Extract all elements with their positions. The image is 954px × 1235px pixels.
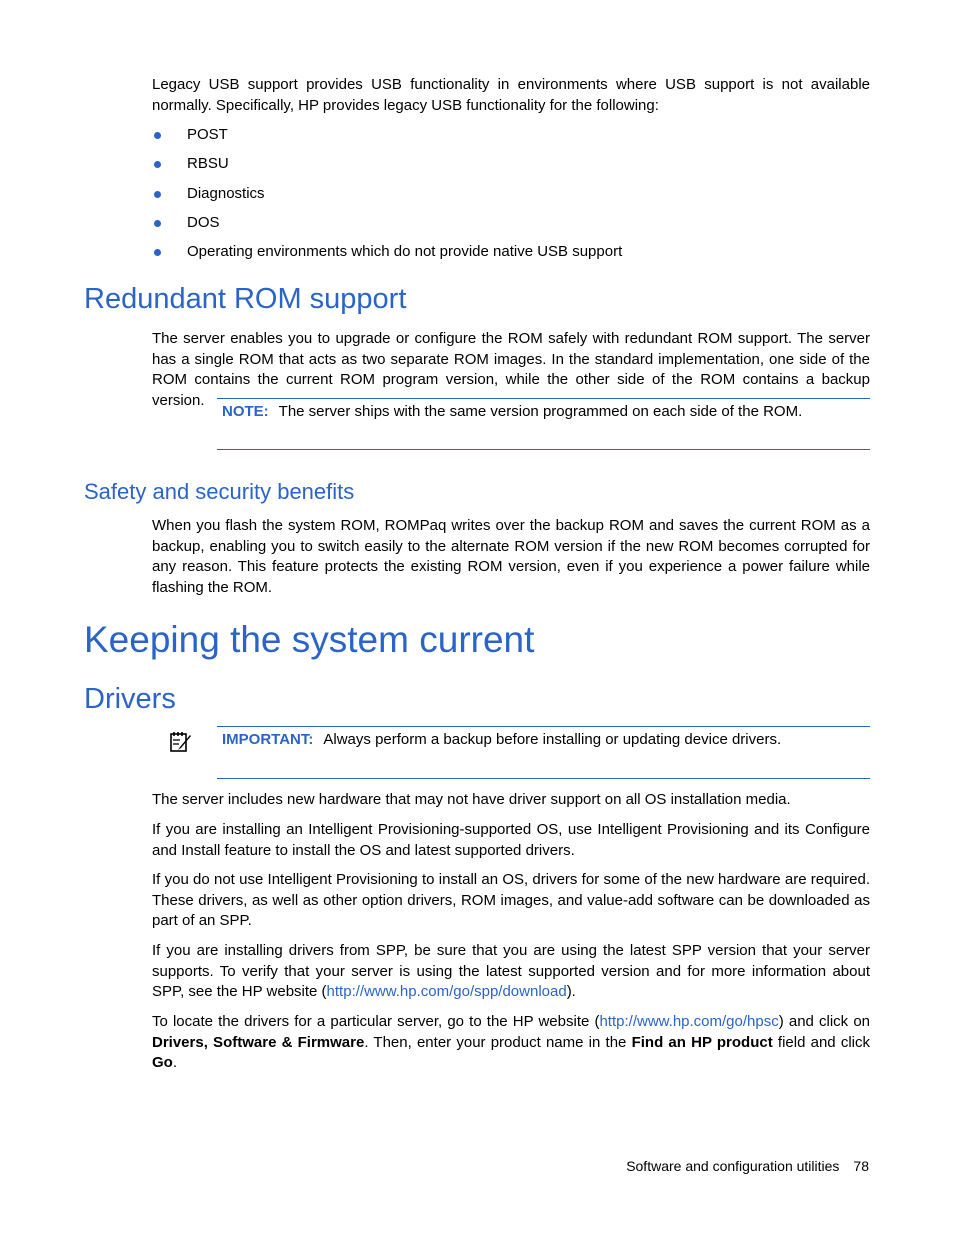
keeping-current-heading: Keeping the system current — [84, 619, 535, 660]
important-box — [217, 726, 870, 779]
intro-paragraph: Legacy USB support provides USB functionality in environments where USB support is not available normally. Specifically, HP provides legacy USB functionality for the following: — [152, 76, 870, 114]
note-text: The server ships with the same version programmed on each side of the ROM. — [278, 403, 803, 420]
page-footer — [626, 1158, 869, 1174]
list-item: Operating environments which do not provide native USB support — [152, 241, 870, 270]
drivers-paragraph-1: The server includes new hardware that may not have driver support on all OS installation media. — [152, 791, 791, 808]
page-number: 78 — [853, 1158, 869, 1174]
redundant-rom-heading: Redundant ROM support — [84, 283, 407, 315]
bullet-icon — [154, 220, 161, 227]
safety-paragraph: When you flash the system ROM, ROMPaq writes over the backup ROM and saves the current ROM as a backup, enabling you to switch easily to the alternate ROM version if the new ROM becomes corrupted for any reason. This feature protects the existing ROM version, even if you experience a power failure while flashing the ROM. — [152, 517, 870, 596]
important-notepad-icon — [168, 729, 194, 755]
drivers-paragraph-4: If you are installing drivers from SPP, be sure that you are using the latest SPP version that your server supports. To verify that your server is using the latest supported version and for more information about SPP, see the HP website (http://www.hp.com/go/spp/download). — [152, 942, 870, 1000]
safety-heading: Safety and security benefits — [84, 479, 355, 504]
bullet-icon — [154, 249, 161, 256]
bullet-list — [152, 124, 870, 270]
list-item: RBSU — [152, 153, 870, 182]
drivers-paragraph-3: If you do not use Intelligent Provisioning to install an OS, drivers for some of the new hardware are required. These drivers, as well as other option drivers, ROM images, and value-add software can be downloaded as part of an SPP. — [152, 871, 870, 929]
bullet-icon — [154, 132, 161, 139]
hpsc-link[interactable]: http://www.hp.com/go/hpsc — [599, 1013, 779, 1030]
footer-section-title: Software and configuration utilities — [626, 1158, 840, 1174]
drivers-heading: Drivers — [84, 683, 176, 715]
note-box — [217, 398, 870, 450]
drivers-paragraph-5: To locate the drivers for a particular server, go to the HP website (http://www.hp.com/go/hpsc) and click on Drivers, Software & Firmware. Then, enter your product name in the Find an HP product field and click Go. — [152, 1013, 871, 1071]
list-item: POST — [152, 124, 870, 153]
bullet-icon — [154, 191, 161, 198]
drivers-paragraph-2: If you are installing an Intelligent Provisioning-supported OS, use Intelligent Provisioning and its Configure and Install feature to install the OS and latest supported drivers. — [152, 821, 870, 859]
note-label: NOTE: — [222, 403, 269, 420]
important-label: IMPORTANT: — [222, 731, 314, 748]
list-item: DOS — [152, 212, 870, 241]
list-item: Diagnostics — [152, 183, 870, 212]
redundant-rom-paragraph: The server enables you to upgrade or configure the ROM safely with redundant ROM support. The server has a single ROM that acts as two separate ROM images. In the standard implementation, one side of the ROM contains the current ROM program version, while the other side of the ROM contains a backup version. — [152, 330, 870, 409]
bullet-icon — [154, 161, 161, 168]
spp-download-link[interactable]: http://www.hp.com/go/spp/download — [326, 983, 567, 1000]
important-text: Always perform a backup before installing or updating device drivers. — [323, 731, 782, 748]
